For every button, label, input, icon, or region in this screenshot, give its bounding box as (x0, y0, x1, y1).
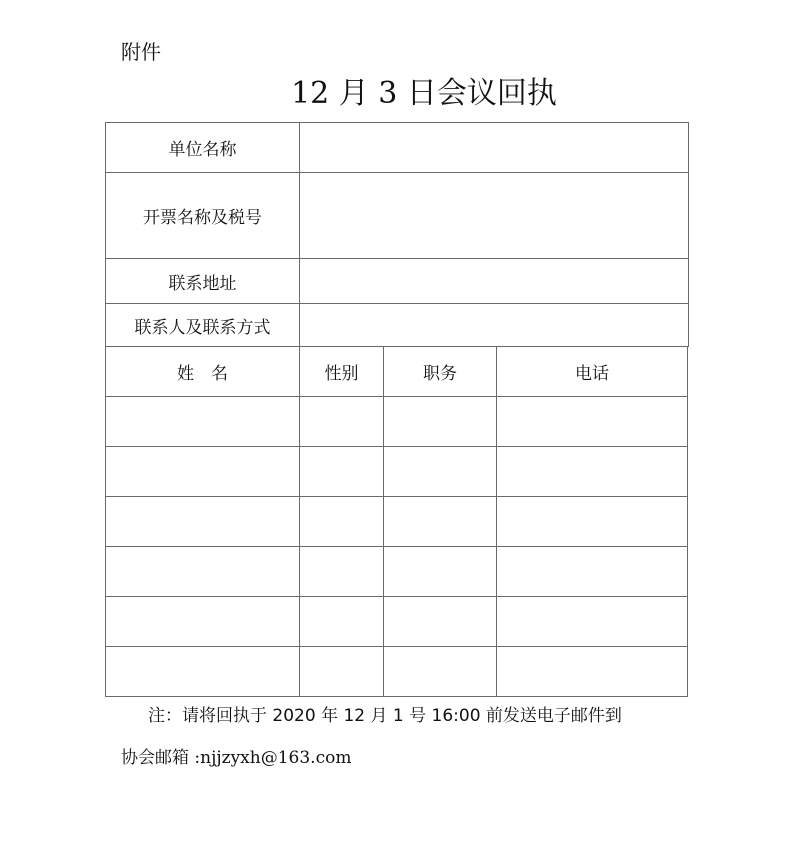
address-label: 联系地址 (106, 259, 300, 304)
email-label: 协会邮箱 (121, 748, 195, 768)
attendee-gender-cell[interactable] (300, 397, 384, 447)
address-field[interactable] (300, 259, 689, 304)
submission-note: 注：请将回执于 2020 年 12 月 1 号 16:00 前发送电子邮件到 (148, 706, 622, 726)
attendee-phone-cell[interactable] (497, 447, 688, 497)
attendee-position-cell[interactable] (384, 547, 497, 597)
attendee-name-cell[interactable] (106, 397, 300, 447)
header-position: 职务 (384, 347, 497, 397)
header-phone: 电话 (497, 347, 688, 397)
unit-name-field[interactable] (300, 123, 689, 173)
table-row (106, 597, 688, 647)
header-name: 姓 名 (106, 347, 300, 397)
email-address: :njjzyxh@163.com (194, 748, 352, 768)
email-line (121, 745, 351, 771)
attendee-position-cell[interactable] (384, 397, 497, 447)
attendee-gender-cell[interactable] (300, 497, 384, 547)
table-row (106, 547, 688, 597)
receipt-info-table (105, 122, 689, 347)
attendee-phone-cell[interactable] (497, 397, 688, 447)
attendee-name-cell[interactable] (106, 647, 300, 697)
attendee-position-cell[interactable] (384, 447, 497, 497)
page-title: 12 月 3 日会议回执 (291, 76, 557, 111)
attendee-phone-cell[interactable] (497, 547, 688, 597)
header-gender: 性别 (300, 347, 384, 397)
table-row (106, 397, 688, 447)
attendee-phone-cell[interactable] (497, 647, 688, 697)
attachment-label: 附件 (121, 40, 161, 64)
attendee-name-cell[interactable] (106, 597, 300, 647)
attendee-position-cell[interactable] (384, 647, 497, 697)
attendee-position-cell[interactable] (384, 497, 497, 547)
invoice-field[interactable] (300, 173, 689, 259)
contact-field[interactable] (300, 304, 689, 347)
attendee-phone-cell[interactable] (497, 497, 688, 547)
table-row (106, 497, 688, 547)
contact-label: 联系人及联系方式 (106, 304, 300, 347)
invoice-label: 开票名称及税号 (106, 173, 300, 259)
attendee-gender-cell[interactable] (300, 447, 384, 497)
attendee-gender-cell[interactable] (300, 547, 384, 597)
unit-name-label: 单位名称 (106, 123, 300, 173)
attendee-name-cell[interactable] (106, 497, 300, 547)
attendee-table (105, 346, 688, 697)
table-row (106, 647, 688, 697)
attendee-gender-cell[interactable] (300, 647, 384, 697)
attendee-name-cell[interactable] (106, 547, 300, 597)
attendee-gender-cell[interactable] (300, 597, 384, 647)
attendee-position-cell[interactable] (384, 597, 497, 647)
attendee-header-row (106, 347, 688, 397)
attendee-phone-cell[interactable] (497, 597, 688, 647)
table-row (106, 447, 688, 497)
attendee-name-cell[interactable] (106, 447, 300, 497)
